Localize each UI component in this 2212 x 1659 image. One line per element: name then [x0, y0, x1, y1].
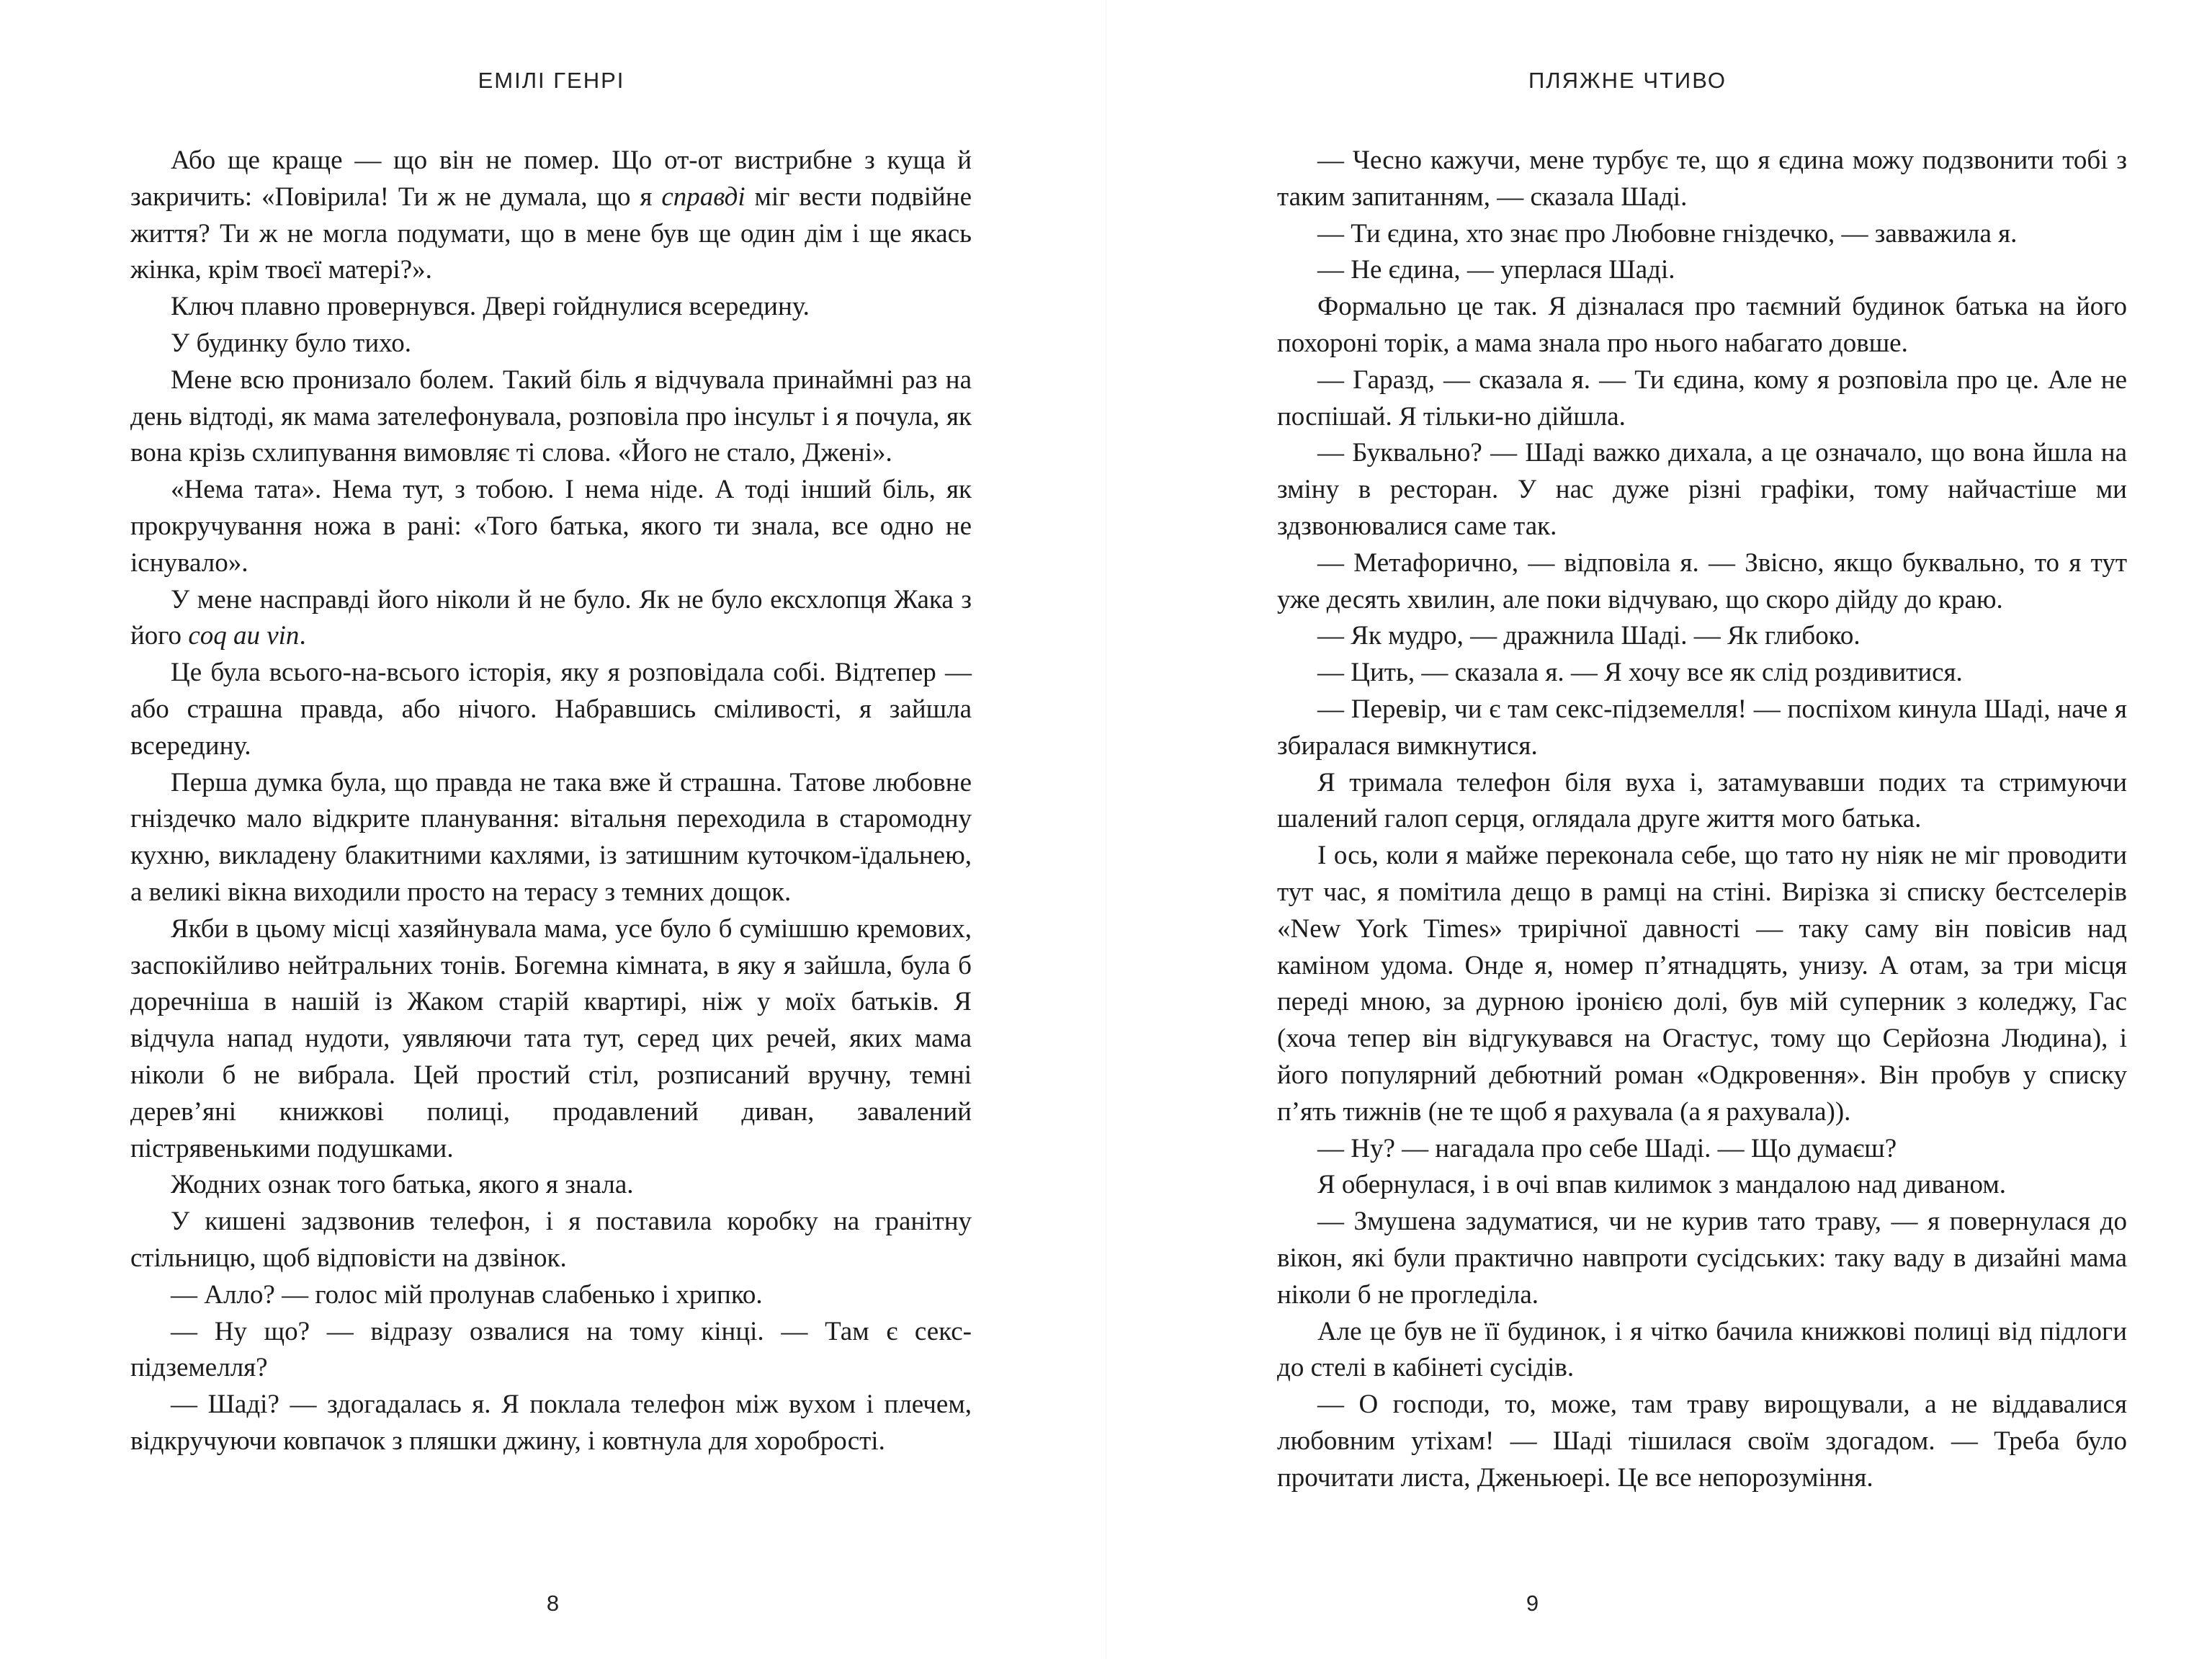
- page-number: 9: [1526, 1591, 1539, 1616]
- paragraph: Мене всю пронизало болем. Такий біль я відчувала принаймні раз на день відтоді, як мама зателефонувала, розповіла про інсульт і я почула, як вона крізь схлипування вимовляє ті слова. «Його не стало, Джені».: [130, 365, 972, 468]
- paragraph: У мене насправді його ніколи й не було. Як не було ексхлопця Жака з його coq au vin.: [130, 584, 972, 651]
- body-text: [130, 143, 972, 1460]
- body-text: [1277, 143, 2127, 1496]
- paragraph: «Нема тата». Нема тут, з тобою. І нема ніде. А тоді інший біль, як прокручування ножа в рані: «Того батька, якого ти знала, все одно не існувало».: [130, 475, 972, 578]
- paragraph: — Ну? — нагадала про себе Шаді. — Що думаєш?: [1317, 1133, 1897, 1163]
- page-number: 8: [546, 1591, 560, 1616]
- paragraph: Я обернулася, і в очі впав килимок з мандалою над диваном.: [1317, 1170, 2006, 1200]
- paragraph: — Шаді? — здогадалась я. Я поклала телефон між вухом і плечем, відкручуючи ковпачок з пляшки джину, і ковтнула для хоробрості.: [130, 1390, 972, 1456]
- paragraph: — Алло? — голос мій пролунав слабенько і хрипко.: [171, 1279, 763, 1310]
- paragraph: — Не єдина, — уперлася Шаді.: [1317, 255, 1675, 285]
- paragraph: — Чесно кажучи, мене турбує те, що я єдина можу подзвонити тобі з таким запитанням, — сказала Шаді.: [1277, 146, 2127, 212]
- paragraph: Це була всього-на-всього історія, яку я розповідала собі. Відтепер — або страшна правда, або нічого. Набравшись сміливості, я зайшла всередину.: [130, 658, 972, 761]
- paragraph: Я тримала телефон біля вуха і, затамувавши подих та стримуючи шалений галоп серця, оглядала друге життя мого батька.: [1277, 767, 2127, 834]
- paragraph: У будинку було тихо.: [171, 328, 411, 358]
- running-head-title: ПЛЯЖНЕ ЧТИВО: [1528, 68, 1727, 93]
- paragraph: Жодних ознак того батька, якого я знала.: [171, 1170, 634, 1200]
- paragraph: У кишені задзвонив телефон, і я поставила коробку на гранітну стільницю, щоб відповісти на дзвінок.: [130, 1207, 972, 1273]
- paragraph: — Буквально? — Шаді важко дихала, а це означало, що вона йшла на зміну в ресторан. У нас дуже різні графіки, тому найчастіше ми здзвонювалися саме так.: [1277, 438, 2127, 541]
- running-head-author: ЕМІЛІ ГЕНРІ: [478, 68, 625, 93]
- paragraph: Якби в цьому місці хазяйнувала мама, усе було б сумішшю кремових, заспокійливо нейтральних тонів. Богемна кімната, в яку я зайшла, була б доречніша в нашій із Жаком старій квартирі, ніж у моїх батьків. Я відчула напад нудоти, уявляючи тата тут, серед цих речей, яких мама ніколи б не вибрала. Цей простий стіл, розписаний вручну, темні дерев’яні книжкові полиці, продавлений диван, завалений пістрявенькими подушками.: [130, 913, 972, 1163]
- paragraph: Формально це так. Я дізналася про таємний будинок батька на його похороні торік, а мама знала про нього набагато довше.: [1277, 292, 2127, 358]
- paragraph: І ось, коли я майже переконала себе, що тато ну ніяк не міг проводити тут час, я помітила дещо в рамці на стіні. Вирізка зі списку бестселерів «New York Times» трирічної давності — таку саму він повісив над каміном удома. Онде я, номер п’ятнадцять, унизу. А отам, за три місця переді мною, за дурною іронією долі, був мій суперник з коледжу, Гас (хоча тепер він відгукувався на Огастус, тому що Серйозна Людина), і його популярний дебютний роман «Одкровення». Він пробув у списку п’ять тижнів (не те щоб я рахувала (а я рахувала)).: [1277, 841, 2127, 1127]
- paragraph: Ключ плавно провернувся. Двері гойднулися всередину.: [171, 292, 810, 322]
- paragraph: Але це був не її будинок, і я чітко бачила книжкові полиці від підлоги до стелі в кабінеті сусідів.: [1277, 1316, 2127, 1383]
- right-page: [1106, 0, 2212, 1659]
- paragraph: — Гаразд, — сказала я. — Ти єдина, кому я розповіла про це. Але не поспішай. Я тільки-но дійшла.: [1277, 365, 2127, 431]
- paragraph: Перша думка була, що правда не така вже й страшна. Татове любовне гніздечко мало відкрите планування: вітальня переходила в старомодну кухню, викладену блакитними кахлями, із затишним куточком-їдальнею, а великі вікна виходили просто на терасу з темних дощок.: [130, 767, 972, 907]
- emphasis: справді: [661, 182, 745, 212]
- paragraph: — Метафорично, — відповіла я. — Звісно, якщо буквально, то я тут уже десять хвилин, але поки відчуваю, що скоро дійду до краю.: [1277, 547, 2127, 614]
- paragraph: — Ну що? — відразу озвалися на тому кінці. — Там є секс-підземелля?: [130, 1316, 972, 1383]
- paragraph: — Перевір, чи є там секс-підземелля! — поспіхом кинула Шаді, наче я збиралася вимкнутися.: [1277, 694, 2127, 761]
- paragraph: — О господи, то, може, там траву вирощували, а не віддавалися любовним утіхам! — Шаді тішилася своїм здогадом. — Треба було прочитати листа, Дженьюері. Це все непорозуміння.: [1277, 1390, 2127, 1493]
- paragraph: — Змушена задуматися, чи не курив тато траву, — я повернулася до вікон, які були практично навпроти сусідських: таку ваду в дизайні мама ніколи б не прогледіла.: [1277, 1207, 2127, 1310]
- paragraph: — Цить, — сказала я. — Я хочу все як слід роздивитися.: [1317, 658, 1963, 688]
- paragraph: Або ще краще — що він не помер. Що от-от вистрибне з куща й закричить: «Повірила! Ти ж не думала, що я справді міг вести подвійне життя? Ти ж не могла подумати, що в мене був ще один дім і ще якась жінка, крім твоєї матері?».: [130, 146, 972, 285]
- emphasis: coq au vin: [188, 621, 300, 651]
- paragraph: — Ти єдина, хто знає про Любовне гніздечко, — завважила я.: [1317, 218, 2018, 249]
- paragraph: — Як мудро, — дражнила Шаді. — Як глибоко.: [1317, 621, 1861, 651]
